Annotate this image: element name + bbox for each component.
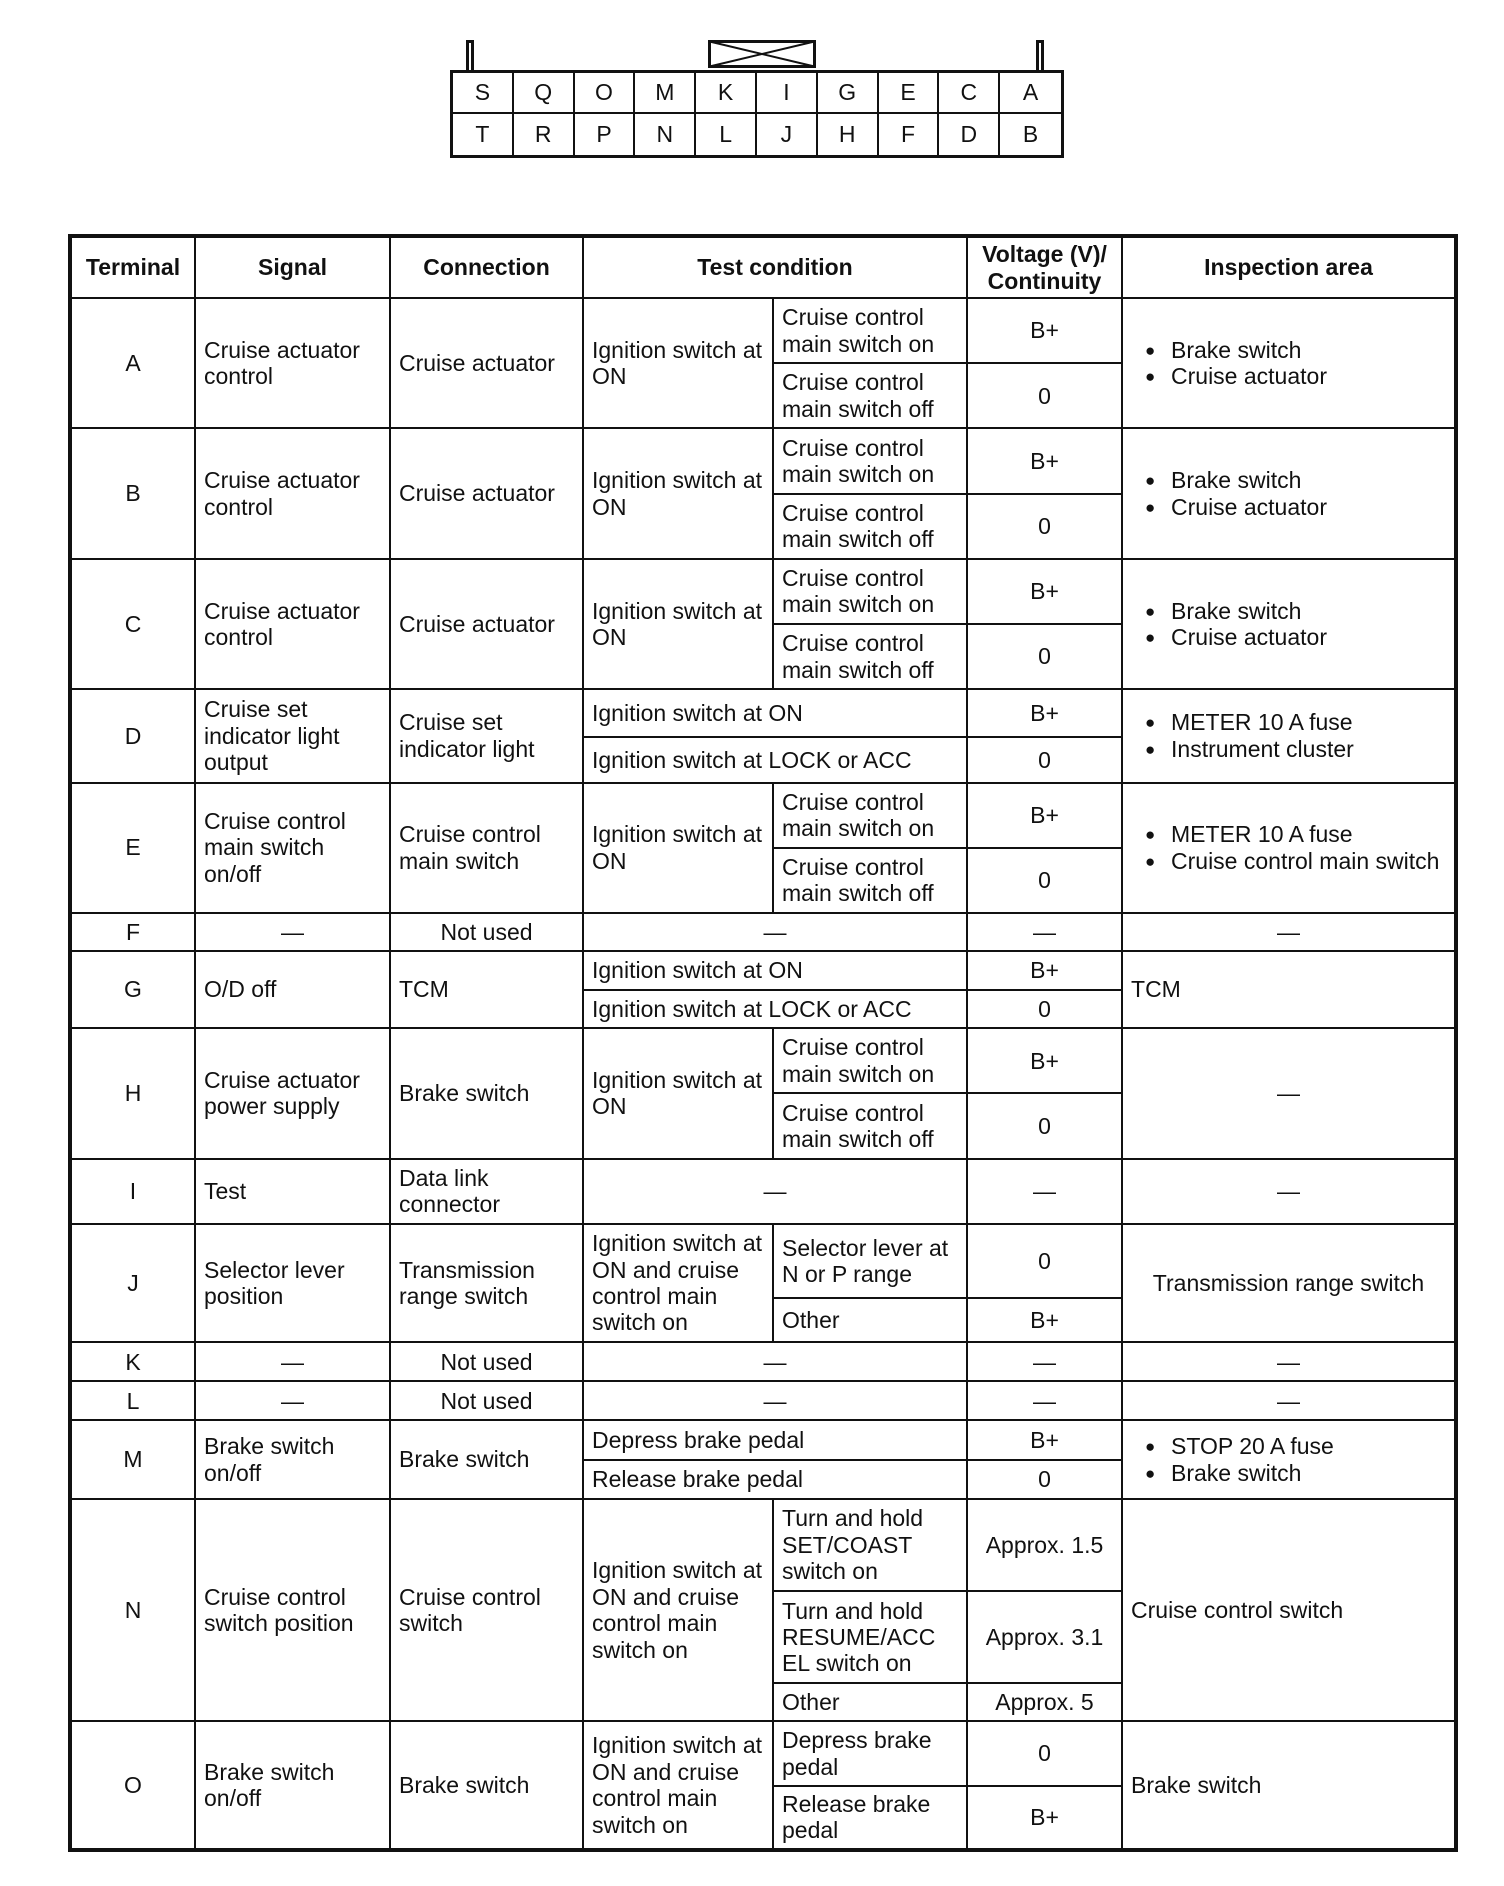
condition-cell: Ignition switch at ON and cruise control main switch on xyxy=(583,1721,773,1850)
inspection-item: ● Brake switch xyxy=(1145,337,1446,363)
voltage-cell: B+ xyxy=(967,298,1122,363)
inspection-cell xyxy=(1122,783,1456,913)
inspection-item: ● Brake switch xyxy=(1145,1460,1446,1486)
connector-left-latch xyxy=(466,40,474,70)
condition-cell: Ignition switch at ON xyxy=(583,689,967,737)
pin: N xyxy=(635,114,696,155)
condition-cell: Ignition switch at ON and cruise control main switch on xyxy=(583,1224,773,1342)
connection-cell: TCM xyxy=(390,951,583,1028)
voltage-cell: 0 xyxy=(967,494,1122,559)
voltage-cell: B+ xyxy=(967,559,1122,624)
terminal-cell: H xyxy=(70,1028,195,1158)
signal-cell: Cruise actuator control xyxy=(195,428,390,558)
subcondition-cell: Cruise control main switch on xyxy=(773,298,967,363)
connection-cell: Data link connector xyxy=(390,1159,583,1224)
signal-cell: — xyxy=(195,913,390,951)
inspection-item: ● Brake switch xyxy=(1145,598,1446,624)
subcondition-cell: Cruise control main switch off xyxy=(773,363,967,428)
table-row xyxy=(70,1224,1456,1298)
subcondition-cell: Depress brake pedal xyxy=(773,1721,967,1785)
pin: A xyxy=(1000,73,1061,114)
pin: L xyxy=(696,114,757,155)
table-header-row xyxy=(70,236,1456,298)
voltage-cell: 0 xyxy=(967,737,1122,782)
condition-cell: Ignition switch at ON xyxy=(583,783,773,913)
connection-cell: Cruise actuator xyxy=(390,298,583,428)
signal-cell: Cruise control switch position xyxy=(195,1499,390,1722)
inspection-item: ● Brake switch xyxy=(1145,467,1446,493)
terminal-cell: K xyxy=(70,1342,195,1381)
condition-cell: Ignition switch at LOCK or ACC xyxy=(583,737,967,782)
inspection-item: ● Instrument cluster xyxy=(1145,736,1446,762)
inspection-cell xyxy=(1122,1420,1456,1498)
connector-pin-grid xyxy=(450,70,1064,158)
condition-cell: Ignition switch at ON xyxy=(583,428,773,558)
voltage-cell: B+ xyxy=(967,428,1122,493)
table-row xyxy=(70,1342,1456,1381)
table-row xyxy=(70,689,1456,737)
terminal-cell: L xyxy=(70,1381,195,1420)
voltage-cell: — xyxy=(967,1159,1122,1224)
table-row xyxy=(70,783,1456,848)
pin: P xyxy=(575,114,636,155)
voltage-cell: Approx. 3.1 xyxy=(967,1591,1122,1683)
pin: F xyxy=(879,114,940,155)
signal-cell: — xyxy=(195,1342,390,1381)
subcondition-cell: Other xyxy=(773,1298,967,1342)
signal-cell: Brake switch on/off xyxy=(195,1721,390,1850)
condition-cell: Ignition switch at ON xyxy=(583,559,773,689)
inspection-cell: — xyxy=(1122,1028,1456,1158)
signal-cell: Cruise actuator power supply xyxy=(195,1028,390,1158)
inspection-cell: Cruise control switch xyxy=(1122,1499,1456,1722)
terminal-cell: I xyxy=(70,1159,195,1224)
header-test-condition: Test condition xyxy=(583,236,967,298)
inspection-item: ● Cruise actuator xyxy=(1145,624,1446,650)
inspection-item: ● METER 10 A fuse xyxy=(1145,821,1446,847)
table-row xyxy=(70,428,1456,493)
voltage-cell: 0 xyxy=(967,1460,1122,1499)
inspection-cell xyxy=(1122,559,1456,689)
connection-cell: Cruise actuator xyxy=(390,428,583,558)
signal-cell: Cruise actuator control xyxy=(195,298,390,428)
connection-cell: Transmission range switch xyxy=(390,1224,583,1342)
terminal-cell: N xyxy=(70,1499,195,1722)
inspection-cell xyxy=(1122,428,1456,558)
voltage-cell: Approx. 1.5 xyxy=(967,1499,1122,1591)
table-row xyxy=(70,1721,1456,1785)
inspection-cell xyxy=(1122,298,1456,428)
voltage-cell: B+ xyxy=(967,1298,1122,1342)
pin: E xyxy=(879,73,940,114)
table-row xyxy=(70,1420,1456,1459)
voltage-cell: 0 xyxy=(967,1721,1122,1785)
pin: J xyxy=(757,114,818,155)
connection-cell: Cruise actuator xyxy=(390,559,583,689)
terminal-cell: F xyxy=(70,913,195,951)
voltage-cell: — xyxy=(967,1342,1122,1381)
table-row xyxy=(70,1028,1456,1093)
terminal-cell: M xyxy=(70,1420,195,1498)
header-signal: Signal xyxy=(195,236,390,298)
voltage-cell: B+ xyxy=(967,1786,1122,1850)
signal-cell: Selector lever position xyxy=(195,1224,390,1342)
inspection-item: ● Cruise actuator xyxy=(1145,363,1446,389)
inspection-cell xyxy=(1122,689,1456,782)
condition-cell: — xyxy=(583,1342,967,1381)
table-row xyxy=(70,1381,1456,1420)
connection-cell: Brake switch xyxy=(390,1721,583,1850)
subcondition-cell: Cruise control main switch on xyxy=(773,428,967,493)
subcondition-cell: Cruise control main switch off xyxy=(773,624,967,689)
inspection-cell: — xyxy=(1122,1159,1456,1224)
inspection-cell: Transmission range switch xyxy=(1122,1224,1456,1342)
inspection-cell: TCM xyxy=(1122,951,1456,1028)
inspection-item: ● Cruise actuator xyxy=(1145,494,1446,520)
subcondition-cell: Selector lever at N or P range xyxy=(773,1224,967,1298)
subcondition-cell: Cruise control main switch off xyxy=(773,848,967,913)
pin: B xyxy=(1022,121,1039,147)
signal-cell: O/D off xyxy=(195,951,390,1028)
header-voltage: Voltage (V)/ Continuity xyxy=(967,236,1122,298)
condition-cell: Ignition switch at ON xyxy=(583,298,773,428)
condition-cell: Release brake pedal xyxy=(583,1460,967,1499)
voltage-cell: Approx. 5 xyxy=(967,1683,1122,1721)
subcondition-cell: Cruise control main switch off xyxy=(773,1093,967,1158)
voltage-cell: B+ xyxy=(967,783,1122,848)
terminal-cell: A xyxy=(70,298,195,428)
voltage-cell: B+ xyxy=(967,1420,1122,1459)
pin: S xyxy=(453,73,514,114)
pin: H xyxy=(818,114,879,155)
table-row xyxy=(70,298,1456,363)
inspection-cell: — xyxy=(1122,1381,1456,1420)
voltage-cell: B+ xyxy=(967,1028,1122,1093)
subcondition-cell: Other xyxy=(773,1683,967,1721)
signal-cell: Test xyxy=(195,1159,390,1224)
condition-cell: — xyxy=(583,913,967,951)
pin: R xyxy=(514,114,575,155)
voltage-cell: 0 xyxy=(967,1224,1122,1298)
terminal-cell: E xyxy=(70,783,195,913)
pin: M xyxy=(635,73,696,114)
inspection-cell: — xyxy=(1122,913,1456,951)
terminal-cell: J xyxy=(70,1224,195,1342)
condition-cell: — xyxy=(583,1381,967,1420)
signal-cell: Brake switch on/off xyxy=(195,1420,390,1498)
voltage-cell: — xyxy=(967,1381,1122,1420)
subcondition-cell: Cruise control main switch on xyxy=(773,559,967,624)
inspection-item: ● STOP 20 A fuse xyxy=(1145,1433,1446,1459)
table-row xyxy=(70,1159,1456,1224)
table-row xyxy=(70,951,1456,990)
inspection-item: ● Cruise control main switch xyxy=(1145,848,1446,874)
condition-cell: Ignition switch at LOCK or ACC xyxy=(583,990,967,1028)
terminal-cell: O xyxy=(70,1721,195,1850)
signal-cell: Cruise set indicator light output xyxy=(195,689,390,782)
subcondition-cell: Cruise control main switch on xyxy=(773,783,967,848)
voltage-cell: B+ xyxy=(967,951,1122,990)
condition-cell: Ignition switch at ON and cruise control main switch on xyxy=(583,1499,773,1722)
table-row xyxy=(70,913,1456,951)
pin: I xyxy=(757,73,818,114)
table-row xyxy=(70,1499,1456,1591)
pin: K xyxy=(696,73,757,114)
connection-cell: Not used xyxy=(390,913,583,951)
pin: O xyxy=(575,73,636,114)
signal-cell: — xyxy=(195,1381,390,1420)
inspection-cell: Brake switch xyxy=(1122,1721,1456,1850)
connector-right-latch xyxy=(1036,40,1044,70)
subcondition-cell: Release brake pedal xyxy=(773,1786,967,1850)
subcondition-cell: Turn and hold SET/COAST switch on xyxy=(773,1499,967,1591)
connector-diagram xyxy=(450,36,1070,160)
terminal-cell: B xyxy=(70,428,195,558)
signal-cell: Cruise actuator control xyxy=(195,559,390,689)
signal-cell: Cruise control main switch on/off xyxy=(195,783,390,913)
header-inspection-area: Inspection area xyxy=(1122,236,1456,298)
header-terminal: Terminal xyxy=(70,236,195,298)
condition-cell: Depress brake pedal xyxy=(583,1420,967,1459)
inspection-cell: — xyxy=(1122,1342,1456,1381)
terminal-cell: G xyxy=(70,951,195,1028)
voltage-cell: 0 xyxy=(967,1093,1122,1158)
inspection-item: ● METER 10 A fuse xyxy=(1145,709,1446,735)
header-connection: Connection xyxy=(390,236,583,298)
condition-cell: Ignition switch at ON xyxy=(583,1028,773,1158)
voltage-cell: B+ xyxy=(967,689,1122,737)
terminal-spec-table xyxy=(68,234,1458,1852)
pin: G xyxy=(818,73,879,114)
voltage-cell: 0 xyxy=(967,624,1122,689)
connection-cell: Brake switch xyxy=(390,1420,583,1498)
connection-cell: Cruise control main switch xyxy=(390,783,583,913)
connection-cell: Brake switch xyxy=(390,1028,583,1158)
subcondition-cell: Turn and hold RESUME/ACC EL switch on xyxy=(773,1591,967,1683)
pin: C xyxy=(939,73,1000,114)
voltage-cell: 0 xyxy=(967,848,1122,913)
connector-lock-tab xyxy=(708,40,816,68)
subcondition-cell: Cruise control main switch off xyxy=(773,494,967,559)
voltage-cell: — xyxy=(967,913,1122,951)
connection-cell: Cruise set indicator light xyxy=(390,689,583,782)
voltage-cell: 0 xyxy=(967,990,1122,1028)
voltage-cell: 0 xyxy=(967,363,1122,428)
pin: Q xyxy=(514,73,575,114)
table-row xyxy=(70,559,1456,624)
terminal-cell: C xyxy=(70,559,195,689)
condition-cell: Ignition switch at ON xyxy=(583,951,967,990)
terminal-cell: D xyxy=(70,689,195,782)
condition-cell: — xyxy=(583,1159,967,1224)
connection-cell: Not used xyxy=(390,1342,583,1381)
connection-cell: Cruise control switch xyxy=(390,1499,583,1722)
pin: D xyxy=(939,114,1000,155)
connection-cell: Not used xyxy=(390,1381,583,1420)
subcondition-cell: Cruise control main switch on xyxy=(773,1028,967,1093)
pin: T xyxy=(453,114,514,155)
